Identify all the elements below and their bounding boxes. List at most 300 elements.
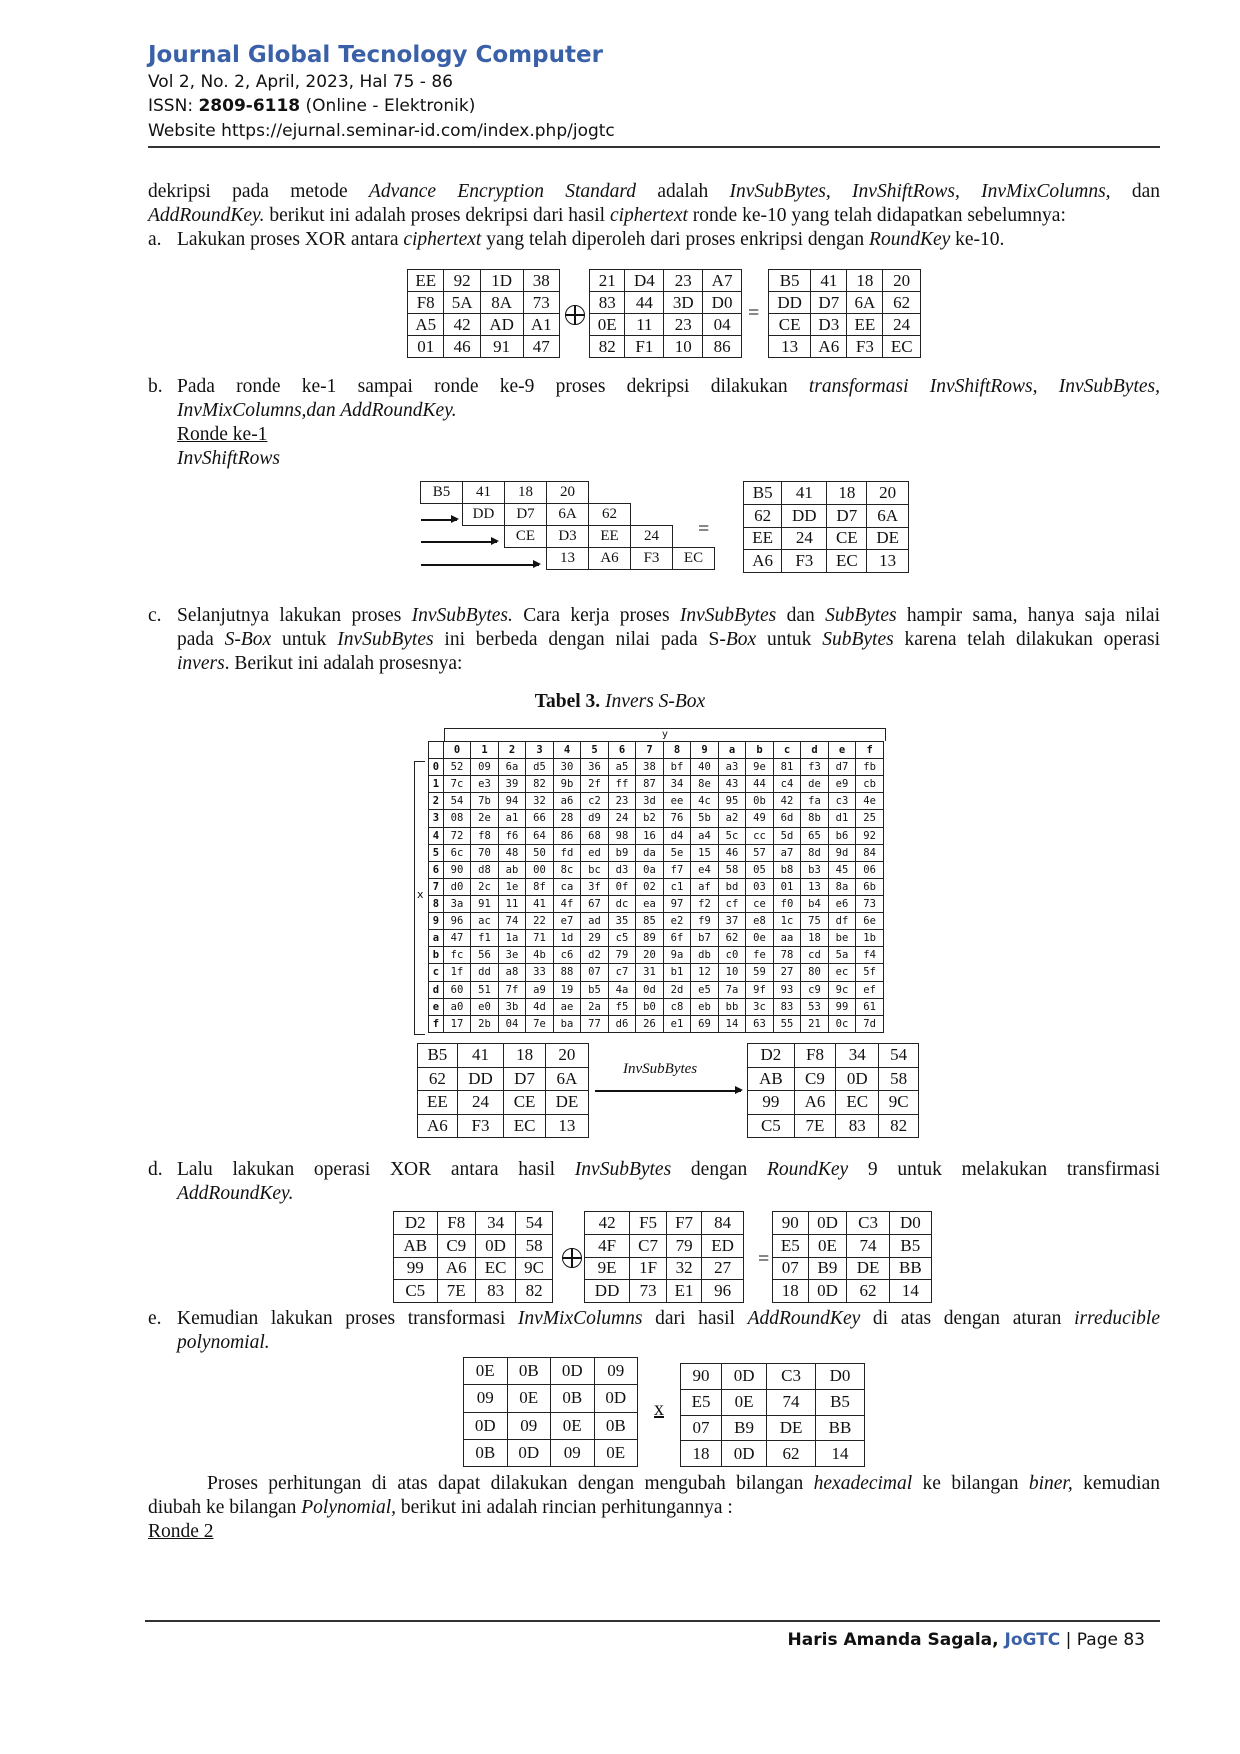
sbox-cell: d7 <box>828 759 856 776</box>
sbox-cell: b8 <box>773 861 801 878</box>
sbox-cell: 5e <box>663 844 691 861</box>
sbox-cell: 20 <box>636 947 664 964</box>
sbox-cell: 28 <box>553 810 581 827</box>
sbox-cell: c9 <box>801 981 829 998</box>
matrix-cell: 0B <box>594 1412 638 1439</box>
sbox-row-header: e <box>429 998 444 1015</box>
sbox-cell: 9f <box>746 981 774 998</box>
sbox-cell: 84 <box>856 844 884 861</box>
sbox-cell: 06 <box>856 861 884 878</box>
sbox-cell: 61 <box>856 998 884 1015</box>
matrix-cell: C3 <box>847 1212 889 1235</box>
matrix-cell: EE <box>418 1091 458 1115</box>
sbox-cell: 5d <box>773 827 801 844</box>
sbox-cell: 10 <box>718 964 746 981</box>
roundkey-10-matrix <box>589 269 742 358</box>
matrix-cell: F3 <box>457 1114 504 1138</box>
sbox-cell: b4 <box>801 895 829 912</box>
sbox-cell: e9 <box>828 776 856 793</box>
sbox-cell: 8c <box>553 861 581 878</box>
matrix-cell: 18 <box>504 1044 545 1068</box>
sbox-cell: 70 <box>471 844 499 861</box>
sbox-cell: 71 <box>526 930 554 947</box>
multiply-sign: x <box>654 1398 664 1420</box>
sbox-cell: 54 <box>443 793 471 810</box>
sbox-cell: 40 <box>691 759 719 776</box>
xor-icon <box>562 1248 582 1268</box>
sbox-cell: 8e <box>691 776 719 793</box>
matrix-cell: 74 <box>847 1234 889 1257</box>
sbox-cell: 59 <box>746 964 774 981</box>
sbox-cell: d3 <box>608 861 636 878</box>
sbox-cell: f8 <box>471 827 499 844</box>
sbox-cell: 3c <box>746 998 774 1015</box>
matrix-cell: 18 <box>773 1280 809 1303</box>
sbox-cell: 51 <box>471 981 499 998</box>
sbox-cell: f6 <box>498 827 526 844</box>
sbox-cell: 49 <box>746 810 774 827</box>
matrix-cell: B5 <box>418 1044 458 1068</box>
sbox-col-header: 8 <box>663 742 691 759</box>
sbox-cell: 42 <box>773 793 801 810</box>
matrix-cell: 0E <box>590 314 625 336</box>
matrix-cell: D2 <box>748 1044 795 1068</box>
sbox-cell: c7 <box>608 964 636 981</box>
item-a-text: Lakukan proses XOR antara ciphertext yang telah diperoleh dari proses enkripsi dengan RoundKey ke-10. <box>177 229 1005 250</box>
sbox-cell: 29 <box>581 930 609 947</box>
sbox-cell: 33 <box>526 964 554 981</box>
intro-line-2: AddRoundKey. berikut ini adalah proses dekripsi dari hasil ciphertext ronde ke-10 yang telah didapatkan sebelumnya: <box>148 205 1066 226</box>
sbox-cell: 98 <box>608 827 636 844</box>
sbox-col-header: b <box>746 742 774 759</box>
shift-arrow-3 <box>421 564 539 566</box>
matrix-cell: 82 <box>879 1114 919 1138</box>
sbox-cell: 8b <box>801 810 829 827</box>
matrix-cell: EC <box>504 1114 545 1138</box>
matrix-cell: DE <box>545 1091 588 1115</box>
sbox-cell: cc <box>746 827 774 844</box>
sbox-cell: c1 <box>663 878 691 895</box>
matrix-cell: 11 <box>625 314 664 336</box>
roundkey-9-matrix <box>584 1211 744 1303</box>
matrix-cell: 99 <box>394 1257 438 1280</box>
matrix-cell: 62 <box>883 292 921 314</box>
matrix-cell: 18 <box>827 482 867 505</box>
sbox-corner-cell <box>429 742 444 759</box>
sbox-cell: be <box>828 930 856 947</box>
matrix-cell: 3D <box>664 292 703 314</box>
sbox-col-header: 5 <box>581 742 609 759</box>
matrix-cell: 83 <box>475 1280 515 1303</box>
sbox-cell: da <box>636 844 664 861</box>
matrix-cell: 14 <box>889 1280 931 1303</box>
sbox-cell: e4 <box>691 861 719 878</box>
equals-sign: = <box>748 302 760 324</box>
matrix-cell: B9 <box>808 1257 847 1280</box>
sbox-cell: 76 <box>663 810 691 827</box>
item-d-line-2: AddRoundKey. <box>177 1183 294 1204</box>
sbox-cell: 85 <box>636 913 664 930</box>
sbox-row-header: 3 <box>429 810 444 827</box>
sbox-cell: 14 <box>718 1015 746 1032</box>
matrix-cell: 18 <box>681 1441 722 1467</box>
shift-arrow-1 <box>421 519 457 521</box>
sbox-cell: bb <box>718 998 746 1015</box>
inverse-sbox-table <box>428 741 884 1033</box>
matrix-cell: 42 <box>585 1212 630 1235</box>
sbox-row-header: c <box>429 964 444 981</box>
sbox-cell: 97 <box>663 895 691 912</box>
sbox-row-header: 7 <box>429 878 444 895</box>
matrix-cell: A6 <box>418 1114 458 1138</box>
matrix-cell: 46 <box>444 336 480 358</box>
sbox-cell: 27 <box>773 964 801 981</box>
matrix-cell: 0D <box>551 1358 595 1385</box>
sbox-cell: d4 <box>663 827 691 844</box>
matrix-cell: 0E <box>507 1385 551 1412</box>
matrix-cell: ED <box>702 1234 744 1257</box>
matrix-cell: 14 <box>816 1441 865 1467</box>
matrix-cell: F5 <box>630 1212 667 1235</box>
sbox-cell: 6c <box>443 844 471 861</box>
sbox-cell: d8 <box>471 861 499 878</box>
matrix-cell: 34 <box>475 1212 515 1235</box>
item-d-marker: d. <box>148 1159 163 1180</box>
matrix-cell: 0D <box>594 1385 638 1412</box>
sbox-cell: 9b <box>553 776 581 793</box>
matrix-cell: 09 <box>594 1358 638 1385</box>
matrix-cell: 7E <box>794 1114 835 1138</box>
matrix-cell: 42 <box>444 314 480 336</box>
matrix-cell: 13 <box>545 1114 588 1138</box>
sbox-row-header: f <box>429 1015 444 1032</box>
sbox-cell: 26 <box>636 1015 664 1032</box>
sbox-cell: de <box>801 776 829 793</box>
sbox-cell: ea <box>636 895 664 912</box>
sbox-cell: a8 <box>498 964 526 981</box>
matrix-cell: 20 <box>545 1044 588 1068</box>
matrix-cell: 99 <box>748 1091 795 1115</box>
sbox-cell: 73 <box>856 895 884 912</box>
sbox-cell: fd <box>553 844 581 861</box>
sbox-cell: 68 <box>581 827 609 844</box>
sbox-cell: a1 <box>498 810 526 827</box>
matrix-cell: D7 <box>504 1067 545 1091</box>
matrix-cell: 62 <box>767 1441 816 1467</box>
matrix-cell: A7 <box>703 270 742 292</box>
matrix-cell: 90 <box>681 1364 722 1390</box>
matrix-cell: 82 <box>516 1280 553 1303</box>
sbox-cell: ac <box>471 913 499 930</box>
matrix-cell: 47 <box>523 336 559 358</box>
sbox-cell: 7f <box>498 981 526 998</box>
sbox-cell: ab <box>498 861 526 878</box>
sbox-cell: c3 <box>828 793 856 810</box>
sbox-col-header: c <box>773 742 801 759</box>
matrix-cell: F7 <box>667 1212 702 1235</box>
matrix-cell: 41 <box>457 1044 504 1068</box>
sbox-cell: b5 <box>581 981 609 998</box>
sbox-cell: c5 <box>608 930 636 947</box>
matrix-cell: 20 <box>883 270 921 292</box>
sbox-cell: ad <box>581 913 609 930</box>
sbox-cell: 86 <box>553 827 581 844</box>
sbox-cell: e8 <box>746 913 774 930</box>
matrix-cell: 0E <box>551 1412 595 1439</box>
sbox-row-header: 9 <box>429 913 444 930</box>
sbox-cell: f0 <box>773 895 801 912</box>
intro-line-1: dekripsi pada metode Advance Encryption Standard adalah InvSubBytes, InvShiftRows, InvMixColumns, dan <box>148 181 1161 202</box>
sbox-cell: 89 <box>636 930 664 947</box>
sbox-cell: a9 <box>526 981 554 998</box>
matrix-cell: 0E <box>722 1389 767 1415</box>
sbox-cell: 13 <box>801 878 829 895</box>
sbox-cell: a7 <box>773 844 801 861</box>
shift-cell: 41 <box>462 481 505 504</box>
sbox-row-header: 0 <box>429 759 444 776</box>
sbox-cell: e6 <box>828 895 856 912</box>
sbox-cell: 57 <box>746 844 774 861</box>
invsubbytes-input-matrix <box>417 1043 589 1138</box>
matrix-cell: 58 <box>516 1234 553 1257</box>
matrix-cell: B5 <box>769 270 811 292</box>
matrix-cell: 6A <box>867 504 909 527</box>
sbox-cell: 11 <box>498 895 526 912</box>
matrix-cell: 23 <box>664 314 703 336</box>
website-line: Website https://ejurnal.seminar-id.com/index.php/jogtc <box>148 121 615 141</box>
sbox-cell: 3d <box>636 793 664 810</box>
sbox-cell: bc <box>581 861 609 878</box>
sbox-cell: 81 <box>773 759 801 776</box>
sbox-x-label: x <box>417 888 424 901</box>
sbox-cell: 1a <box>498 930 526 947</box>
sbox-cell: 64 <box>526 827 554 844</box>
sbox-col-header: 1 <box>471 742 499 759</box>
sbox-cell: 12 <box>691 964 719 981</box>
shift-cell: 13 <box>546 547 589 570</box>
matrix-cell: 41 <box>782 482 827 505</box>
sbox-cell: 09 <box>471 759 499 776</box>
sbox-cell: cd <box>801 947 829 964</box>
sbox-cell: a6 <box>553 793 581 810</box>
sbox-cell: e5 <box>691 981 719 998</box>
matrix-cell: 13 <box>769 336 811 358</box>
sbox-cell: a5 <box>608 759 636 776</box>
matrix-cell: E1 <box>667 1280 702 1303</box>
state-matrix <box>680 1363 865 1467</box>
matrix-cell: 73 <box>523 292 559 314</box>
sbox-cell: ce <box>746 895 774 912</box>
matrix-cell: B5 <box>816 1389 865 1415</box>
addroundkey-result-matrix <box>772 1211 932 1303</box>
sbox-cell: 37 <box>718 913 746 930</box>
sbox-cell: 9c <box>828 981 856 998</box>
matrix-cell: CE <box>827 527 867 550</box>
shift-cell: 18 <box>504 481 547 504</box>
sbox-cell: 32 <box>526 793 554 810</box>
matrix-cell: F8 <box>794 1044 835 1068</box>
sbox-cell: ca <box>553 878 581 895</box>
sbox-cell: 05 <box>746 861 774 878</box>
table-3-caption: Tabel 3. Invers S-Box <box>534 691 706 712</box>
item-a-marker: a. <box>148 229 162 250</box>
matrix-cell: 0E <box>808 1234 847 1257</box>
matrix-cell: D0 <box>889 1212 931 1235</box>
journal-title: Journal Global Tecnology Computer <box>148 42 603 68</box>
matrix-cell: 0E <box>464 1358 508 1385</box>
sbox-cell: f5 <box>608 998 636 1015</box>
sbox-cell: 46 <box>718 844 746 861</box>
sbox-cell: 08 <box>443 810 471 827</box>
sbox-cell: 0b <box>746 793 774 810</box>
footer-rule <box>145 1620 1160 1622</box>
matrix-cell: 92 <box>444 270 480 292</box>
matrix-cell: 62 <box>418 1067 458 1091</box>
sbox-cell: 3f <box>581 878 609 895</box>
sbox-cell: 2f <box>581 776 609 793</box>
sbox-cell: 7a <box>718 981 746 998</box>
sbox-cell: a0 <box>443 998 471 1015</box>
item-e-line-2: polynomial. <box>177 1332 270 1353</box>
matrix-cell: A1 <box>523 314 559 336</box>
matrix-cell: 8A <box>480 292 523 314</box>
matrix-cell: D7 <box>811 292 847 314</box>
sbox-col-header: 0 <box>443 742 471 759</box>
sbox-cell: 7b <box>471 793 499 810</box>
matrix-cell: EC <box>836 1091 879 1115</box>
sbox-cell: ae <box>553 998 581 1015</box>
sbox-cell: 00 <box>526 861 554 878</box>
matrix-cell: DE <box>847 1257 889 1280</box>
matrix-cell: D3 <box>811 314 847 336</box>
sbox-cell: 83 <box>773 998 801 1015</box>
sbox-cell: d1 <box>828 810 856 827</box>
matrix-cell: A6 <box>437 1257 475 1280</box>
matrix-cell: B5 <box>744 482 782 505</box>
sbox-cell: b9 <box>608 844 636 861</box>
matrix-cell: 34 <box>836 1044 879 1068</box>
sbox-cell: b0 <box>636 998 664 1015</box>
sbox-cell: 07 <box>581 964 609 981</box>
matrix-cell: 07 <box>773 1257 809 1280</box>
sbox-cell: 34 <box>663 776 691 793</box>
sbox-cell: 03 <box>746 878 774 895</box>
sbox-cell: 3e <box>498 947 526 964</box>
matrix-cell: BB <box>889 1257 931 1280</box>
matrix-cell: A5 <box>408 314 444 336</box>
sbox-cell: 0f <box>608 878 636 895</box>
matrix-cell: 38 <box>523 270 559 292</box>
matrix-cell: 7E <box>437 1280 475 1303</box>
matrix-cell: A6 <box>794 1091 835 1115</box>
sbox-cell: 56 <box>471 947 499 964</box>
sbox-cell: 95 <box>718 793 746 810</box>
sbox-cell: 82 <box>526 776 554 793</box>
sbox-cell: ba <box>553 1015 581 1032</box>
matrix-cell: CE <box>504 1091 545 1115</box>
sbox-col-header: 4 <box>553 742 581 759</box>
sbox-cell: 4b <box>526 947 554 964</box>
shift-cell: D3 <box>546 525 589 548</box>
sbox-cell: 5f <box>856 964 884 981</box>
sbox-cell: 2e <box>471 810 499 827</box>
matrix-cell: 54 <box>879 1044 919 1068</box>
matrix-cell: 96 <box>702 1280 744 1303</box>
sbox-cell: 18 <box>801 930 829 947</box>
matrix-cell: 4F <box>585 1234 630 1257</box>
matrix-cell: E5 <box>681 1389 722 1415</box>
sbox-row-header: a <box>429 930 444 947</box>
matrix-cell: 91 <box>480 336 523 358</box>
ciphertext-matrix <box>407 269 560 358</box>
sbox-cell: 9d <box>828 844 856 861</box>
sbox-cell: cb <box>856 776 884 793</box>
invsubbytes-arrow <box>595 1090 741 1092</box>
shift-cell: A6 <box>588 547 631 570</box>
sbox-cell: 24 <box>608 810 636 827</box>
sbox-cell: 91 <box>471 895 499 912</box>
sbox-cell: 04 <box>498 1015 526 1032</box>
sbox-cell: 50 <box>526 844 554 861</box>
shift-arrow-2 <box>421 541 497 543</box>
sbox-cell: d5 <box>526 759 554 776</box>
matrix-cell: 1D <box>480 270 523 292</box>
sbox-cell: 19 <box>553 981 581 998</box>
matrix-cell: AD <box>480 314 523 336</box>
sbox-cell: 8a <box>828 878 856 895</box>
volume-info: Vol 2, No. 2, April, 2023, Hal 75 - 86 <box>148 72 453 92</box>
matrix-cell: 0D <box>475 1234 515 1257</box>
sbox-cell: 2c <box>471 878 499 895</box>
matrix-cell: 27 <box>702 1257 744 1280</box>
matrix-cell: 84 <box>702 1212 744 1235</box>
sbox-cell: 6f <box>663 930 691 947</box>
matrix-cell: EE <box>408 270 444 292</box>
matrix-cell: 13 <box>867 550 909 573</box>
sbox-cell: 39 <box>498 776 526 793</box>
matrix-cell: B9 <box>722 1415 767 1441</box>
sbox-cell: 60 <box>443 981 471 998</box>
sbox-col-header: 2 <box>498 742 526 759</box>
matrix-cell: C9 <box>437 1234 475 1257</box>
matrix-cell: 0D <box>722 1441 767 1467</box>
sbox-cell: 45 <box>828 861 856 878</box>
sbox-row-header: 5 <box>429 844 444 861</box>
sbox-cell: cf <box>718 895 746 912</box>
sbox-cell: 80 <box>801 964 829 981</box>
sbox-cell: 79 <box>608 947 636 964</box>
matrix-cell: EC <box>475 1257 515 1280</box>
matrix-cell: 32 <box>667 1257 702 1280</box>
sbox-row-header: d <box>429 981 444 998</box>
matrix-cell: A6 <box>811 336 847 358</box>
sbox-cell: ec <box>828 964 856 981</box>
sbox-cell: 22 <box>526 913 554 930</box>
invsubbytes-output-matrix <box>747 1043 919 1138</box>
sbox-cell: 4c <box>691 793 719 810</box>
sbox-cell: 35 <box>608 913 636 930</box>
sbox-cell: 6a <box>498 759 526 776</box>
matrix-cell: BB <box>816 1415 865 1441</box>
matrix-cell: 0D <box>808 1280 847 1303</box>
sbox-cell: 2b <box>471 1015 499 1032</box>
matrix-cell: 0D <box>507 1439 551 1466</box>
sbox-cell: b3 <box>801 861 829 878</box>
sbox-col-header: 6 <box>608 742 636 759</box>
sbox-col-header: f <box>856 742 884 759</box>
matrix-cell: 83 <box>590 292 625 314</box>
sbox-cell: c4 <box>773 776 801 793</box>
